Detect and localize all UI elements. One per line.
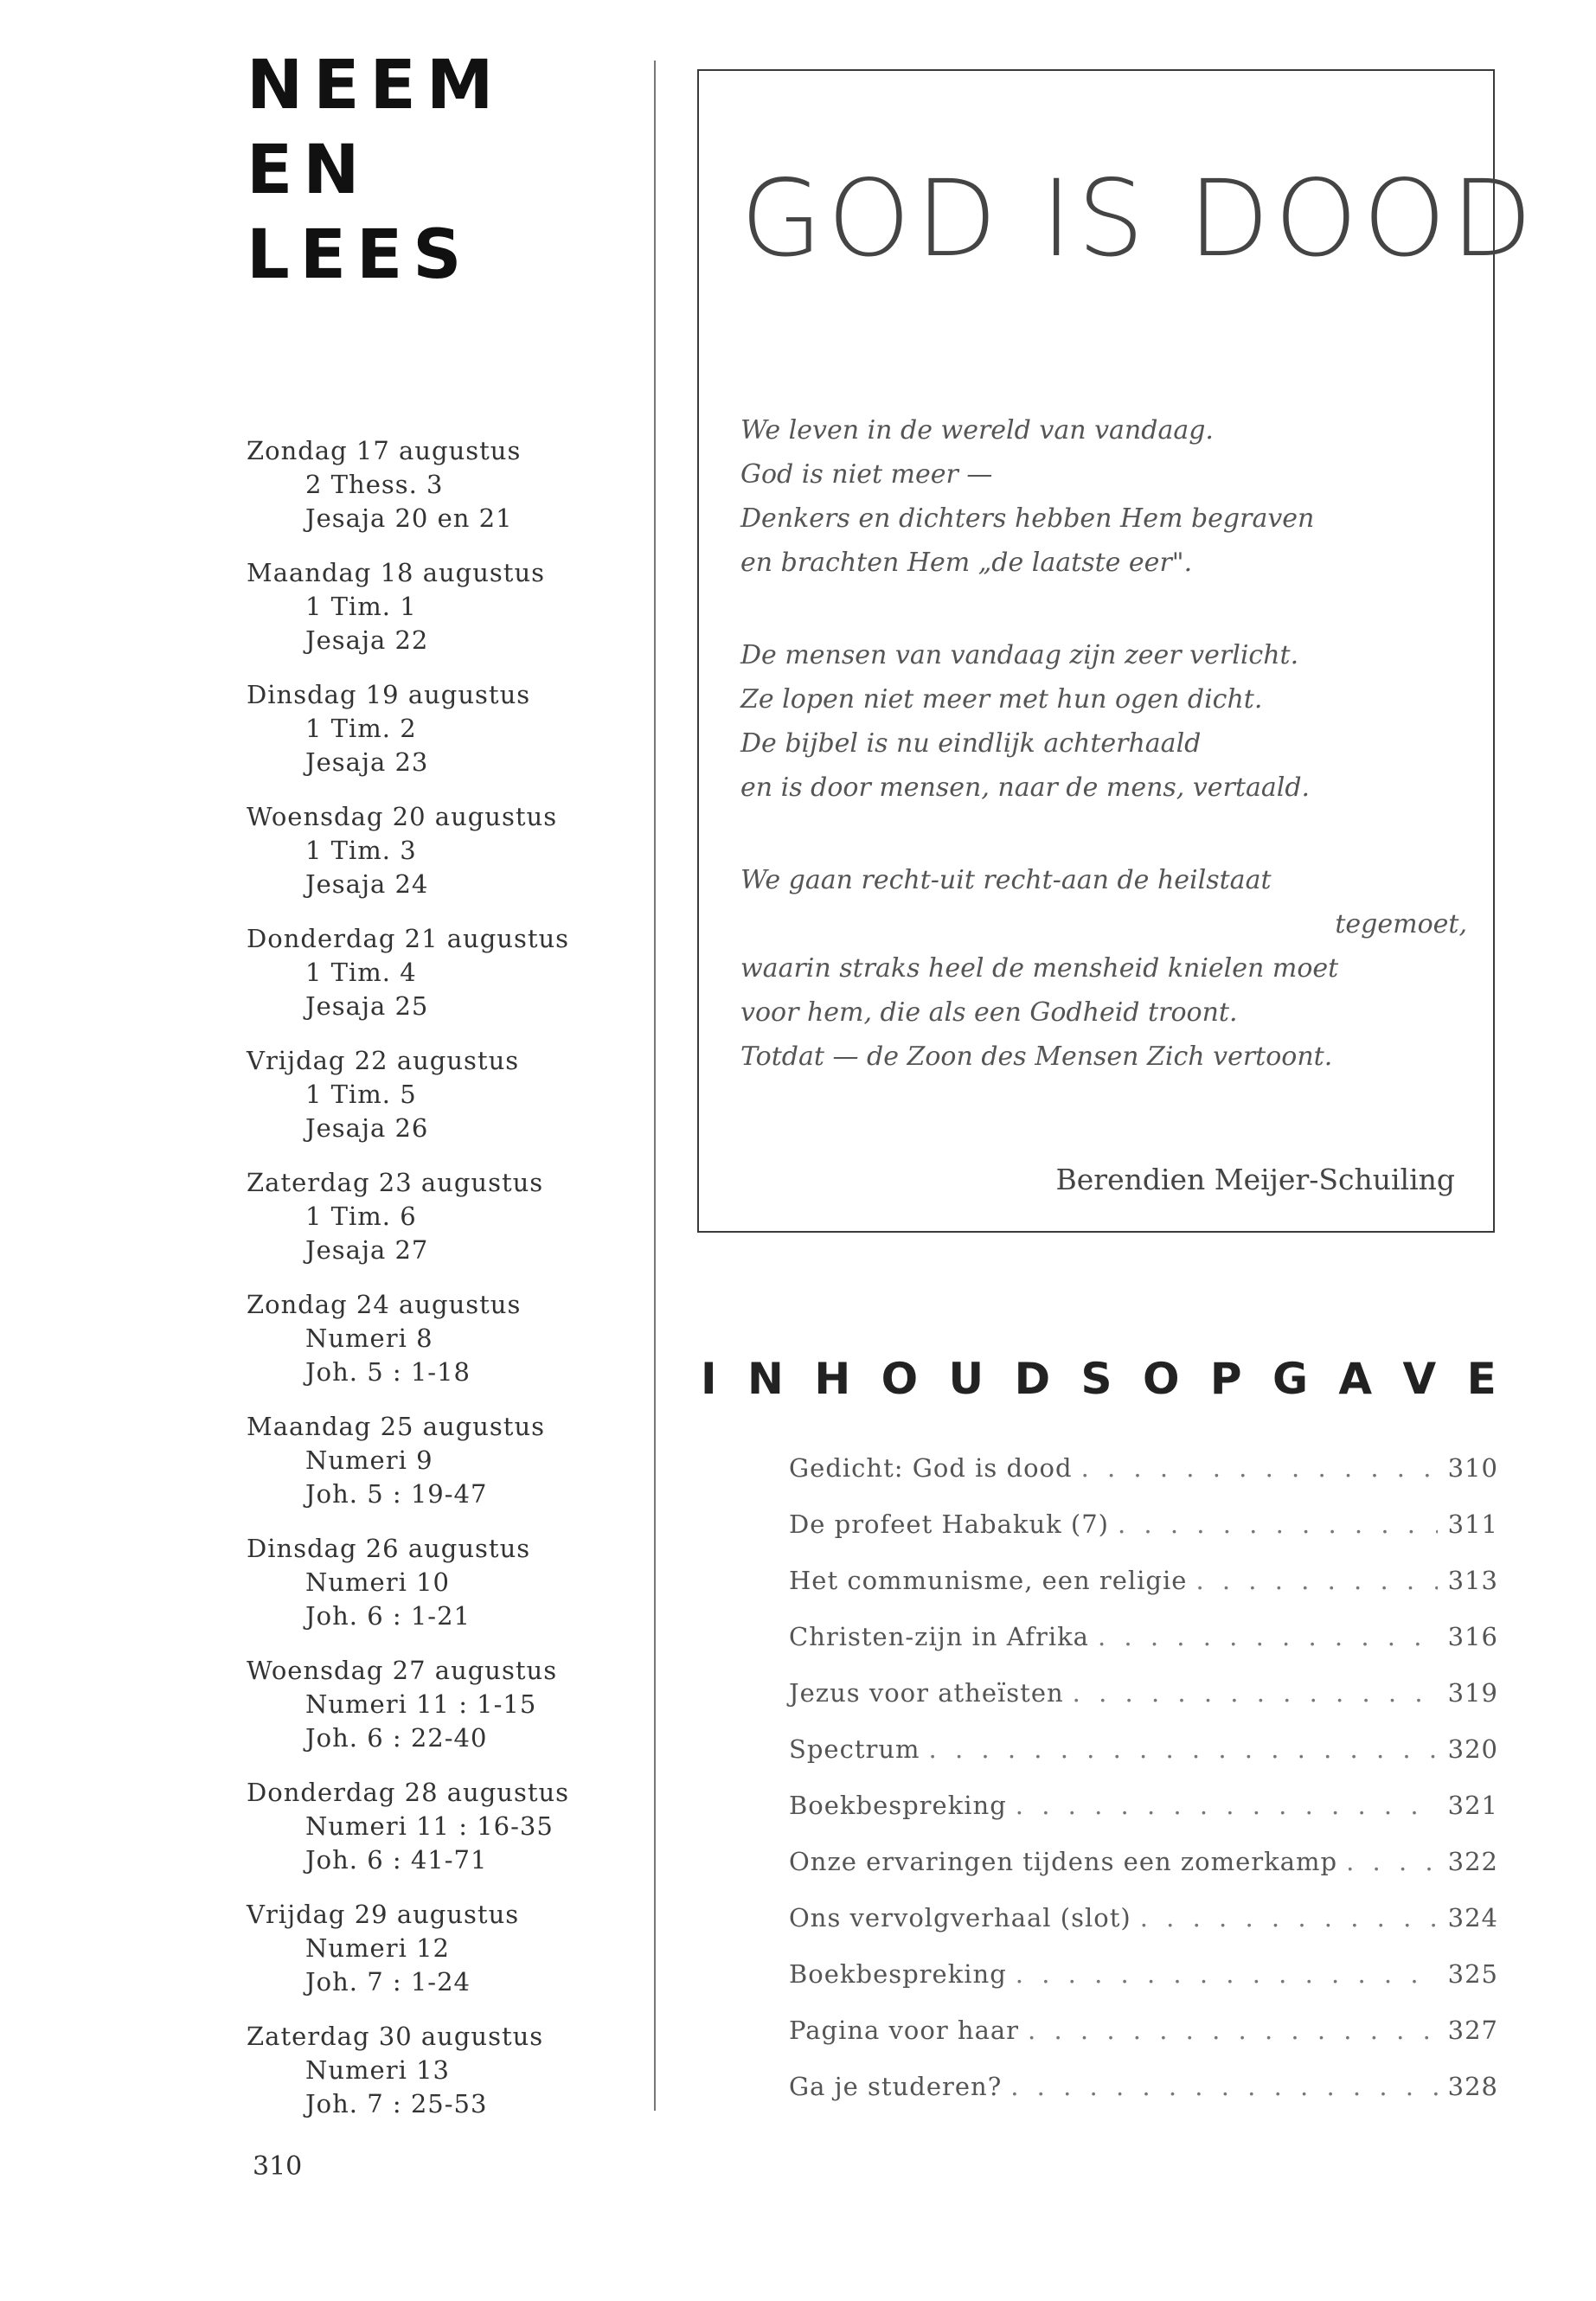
toc-entry-title: Ga je studeren? <box>789 2072 1003 2101</box>
schedule-date: Maandag 25 augustus <box>247 1412 546 1441</box>
masthead-line: LEES <box>247 216 472 294</box>
toc-leader-dots <box>1073 1678 1438 1708</box>
toc-leader-dots <box>1098 1622 1438 1651</box>
poem-line: Totdat — de Zoon des Mensen Zich vertoont. <box>740 1042 1333 1072</box>
poem-line: Denkers en dichters hebben Hem begraven <box>740 503 1315 534</box>
schedule-date: Zaterdag 30 augustus <box>247 2022 544 2051</box>
toc-entry <box>789 1791 1498 1847</box>
scripture-reference: Numeri 10 <box>305 1567 450 1597</box>
poem-body <box>740 408 1467 1127</box>
reading-schedule-column <box>247 47 627 2142</box>
scripture-reference: Jesaja 22 <box>305 625 429 655</box>
scripture-reference: Numeri 12 <box>305 1933 450 1963</box>
scripture-reference: Joh. 7 : 1-24 <box>305 1967 471 1997</box>
scripture-reference: Jesaja 24 <box>305 869 429 899</box>
scripture-reference: Jesaja 23 <box>305 747 429 777</box>
toc-title-letter: P <box>1209 1354 1242 1404</box>
toc-entry <box>789 2072 1498 2128</box>
toc-title-letter: H <box>814 1354 851 1404</box>
scripture-reference: 1 Tim. 2 <box>305 714 417 743</box>
toc-title-letter: D <box>1014 1354 1051 1404</box>
schedule-day <box>247 922 627 1023</box>
scripture-reference: Joh. 5 : 19-47 <box>305 1479 488 1509</box>
poem-title: GOD IS DOOD <box>740 157 1538 280</box>
toc-title-letter: V <box>1402 1354 1437 1404</box>
schedule-date: Maandag 18 augustus <box>247 558 546 587</box>
toc-title-letter: O <box>881 1354 919 1404</box>
toc-entry <box>789 1678 1498 1734</box>
column-divider <box>654 61 656 2111</box>
schedule-day <box>247 1166 627 1267</box>
toc-entry <box>789 1509 1498 1566</box>
scripture-reference: Joh. 6 : 41-71 <box>305 1845 488 1875</box>
scripture-reference: Numeri 9 <box>305 1445 433 1475</box>
toc-entry <box>789 1734 1498 1791</box>
toc-title-letter: U <box>948 1354 984 1404</box>
toc-entry-title: Spectrum <box>789 1734 920 1764</box>
poem-line: waarin straks heel de mensheid knielen moet <box>740 953 1339 984</box>
toc-entry <box>789 1903 1498 1959</box>
schedule-day <box>247 1898 627 1999</box>
scripture-reference: Numeri 13 <box>305 2055 450 2085</box>
scripture-reference: Joh. 7 : 25-53 <box>305 2089 488 2118</box>
toc-leader-dots <box>929 1734 1438 1764</box>
toc-entry-page: 321 <box>1447 1791 1498 1820</box>
toc-leader-dots <box>1081 1453 1438 1483</box>
toc-entry-title: Jezus voor atheïsten <box>789 1678 1064 1708</box>
scripture-reference: Joh. 6 : 22-40 <box>305 1723 488 1753</box>
toc-entry-title: Gedicht: God is dood <box>789 1453 1073 1483</box>
toc-title <box>701 1354 1497 1404</box>
toc-entry <box>789 1566 1498 1622</box>
schedule-day <box>247 1654 627 1755</box>
schedule-day <box>247 1288 627 1389</box>
toc-title-letter: N <box>747 1354 784 1404</box>
schedule-date: Vrijdag 22 augustus <box>247 1046 520 1075</box>
schedule-day <box>247 2020 627 2121</box>
schedule-day <box>247 1044 627 1145</box>
toc-entry-title: Ons vervolgverhaal (slot) <box>789 1903 1131 1932</box>
poem-line: We gaan recht-uit recht-aan de heilstaat <box>740 865 1272 895</box>
scripture-reference: Jesaja 20 en 21 <box>305 503 513 533</box>
toc-leader-dots <box>1140 1903 1438 1932</box>
schedule-list <box>247 434 627 2121</box>
toc-leader-dots <box>1010 2072 1438 2101</box>
toc-entry-page: 313 <box>1447 1566 1498 1595</box>
masthead-line: EN <box>247 131 370 209</box>
scripture-reference: Joh. 6 : 1-21 <box>305 1601 471 1631</box>
toc-entry-title: Onze ervaringen tijdens een zomerkamp <box>789 1847 1338 1876</box>
toc-entry-page: 324 <box>1447 1903 1498 1932</box>
toc-entry-page: 325 <box>1447 1959 1498 1989</box>
schedule-day <box>247 1776 627 1877</box>
toc-entry-title: Christen-zijn in Afrika <box>789 1622 1089 1651</box>
schedule-date: Donderdag 28 augustus <box>247 1778 570 1807</box>
scripture-reference: 1 Tim. 3 <box>305 836 417 865</box>
toc-title-letter: E <box>1466 1354 1497 1404</box>
schedule-date: Donderdag 21 augustus <box>247 924 570 953</box>
toc-entry-page: 311 <box>1447 1509 1498 1539</box>
poem-line: tegemoet, <box>1335 909 1467 939</box>
page-number: 310 <box>253 2151 303 2182</box>
toc-entry-title: Pagina voor haar <box>789 2016 1020 2045</box>
toc-entry-page: 316 <box>1447 1622 1498 1651</box>
toc-title-letter: I <box>701 1354 717 1404</box>
poem-line: Ze lopen niet meer met hun ogen dicht. <box>740 684 1263 715</box>
toc-leader-dots <box>1346 1847 1438 1876</box>
scripture-reference: Jesaja 26 <box>305 1113 429 1143</box>
toc-entry-page: 328 <box>1447 2072 1498 2101</box>
poem-author: Berendien Meijer-Schuiling <box>1055 1163 1455 1196</box>
toc-entry-page: 319 <box>1447 1678 1498 1708</box>
toc-entry-title: Boekbespreking <box>789 1791 1007 1820</box>
toc-entry <box>789 1622 1498 1678</box>
scripture-reference: Numeri 11 : 16-35 <box>305 1811 554 1841</box>
poem-stanza <box>740 408 1467 585</box>
scripture-reference: 1 Tim. 1 <box>305 592 417 621</box>
schedule-date: Dinsdag 26 augustus <box>247 1534 531 1563</box>
toc-entry-page: 310 <box>1447 1453 1498 1483</box>
toc-leader-dots <box>1016 1791 1438 1820</box>
poem-line: We leven in de wereld van vandaag. <box>740 415 1214 445</box>
schedule-day <box>247 1532 627 1633</box>
toc-leader-dots <box>1118 1509 1438 1539</box>
scripture-reference: Jesaja 27 <box>305 1235 429 1265</box>
schedule-date: Zondag 17 augustus <box>247 436 522 465</box>
masthead <box>247 47 627 306</box>
toc-entry <box>789 1959 1498 2016</box>
poem-line: en is door mensen, naar de mens, vertaald. <box>740 772 1311 803</box>
scripture-reference: Joh. 5 : 1-18 <box>305 1357 471 1387</box>
toc-list <box>789 1453 1498 2128</box>
toc-title-letter: G <box>1272 1354 1308 1404</box>
toc-entry-title: Het communisme, een religie <box>789 1566 1188 1595</box>
schedule-date: Vrijdag 29 augustus <box>247 1900 520 1929</box>
toc-entry <box>789 1453 1498 1509</box>
toc-entry <box>789 1847 1498 1903</box>
scripture-reference: 1 Tim. 4 <box>305 958 417 987</box>
toc-title-letter: O <box>1142 1354 1180 1404</box>
poem-line: De mensen van vandaag zijn zeer verlicht. <box>740 640 1299 670</box>
schedule-date: Zondag 24 augustus <box>247 1290 522 1319</box>
toc-leader-dots <box>1195 1566 1438 1595</box>
scripture-reference: Numeri 8 <box>305 1324 433 1353</box>
poem-stanza <box>740 858 1467 1079</box>
toc-leader-dots <box>1016 1959 1438 1989</box>
toc-entry-page: 320 <box>1447 1734 1498 1764</box>
poem-line: De bijbel is nu eindlijk achterhaald <box>740 728 1202 759</box>
schedule-day <box>247 556 627 657</box>
toc-entry-title: De profeet Habakuk (7) <box>789 1509 1109 1539</box>
toc-entry <box>789 2016 1498 2072</box>
schedule-date: Woensdag 27 augustus <box>247 1656 558 1685</box>
poem-stanza <box>740 633 1467 810</box>
poem-line: God is niet meer — <box>740 459 993 490</box>
scripture-reference: 2 Thess. 3 <box>305 470 444 499</box>
schedule-day <box>247 434 627 535</box>
schedule-day <box>247 678 627 779</box>
schedule-date: Zaterdag 23 augustus <box>247 1168 544 1197</box>
scripture-reference: Jesaja 25 <box>305 991 429 1021</box>
schedule-date: Dinsdag 19 augustus <box>247 680 531 709</box>
toc-leader-dots <box>1028 2016 1438 2045</box>
toc-entry-title: Boekbespreking <box>789 1959 1007 1989</box>
scripture-reference: 1 Tim. 6 <box>305 1202 417 1231</box>
scripture-reference: Numeri 11 : 1-15 <box>305 1689 537 1719</box>
poem-line: en brachten Hem „de laatste eer". <box>740 548 1193 578</box>
masthead-line: NEEM <box>247 47 504 125</box>
poem-box <box>697 69 1538 1233</box>
schedule-date: Woensdag 20 augustus <box>247 802 558 831</box>
toc-entry-page: 322 <box>1447 1847 1498 1876</box>
schedule-day <box>247 1410 627 1511</box>
scripture-reference: 1 Tim. 5 <box>305 1080 417 1109</box>
toc-title-letter: A <box>1338 1354 1373 1404</box>
toc-title-letter: S <box>1080 1354 1112 1404</box>
schedule-day <box>247 800 627 901</box>
poem-line: voor hem, die als een Godheid troont. <box>740 997 1238 1028</box>
toc-entry-page: 327 <box>1447 2016 1498 2045</box>
